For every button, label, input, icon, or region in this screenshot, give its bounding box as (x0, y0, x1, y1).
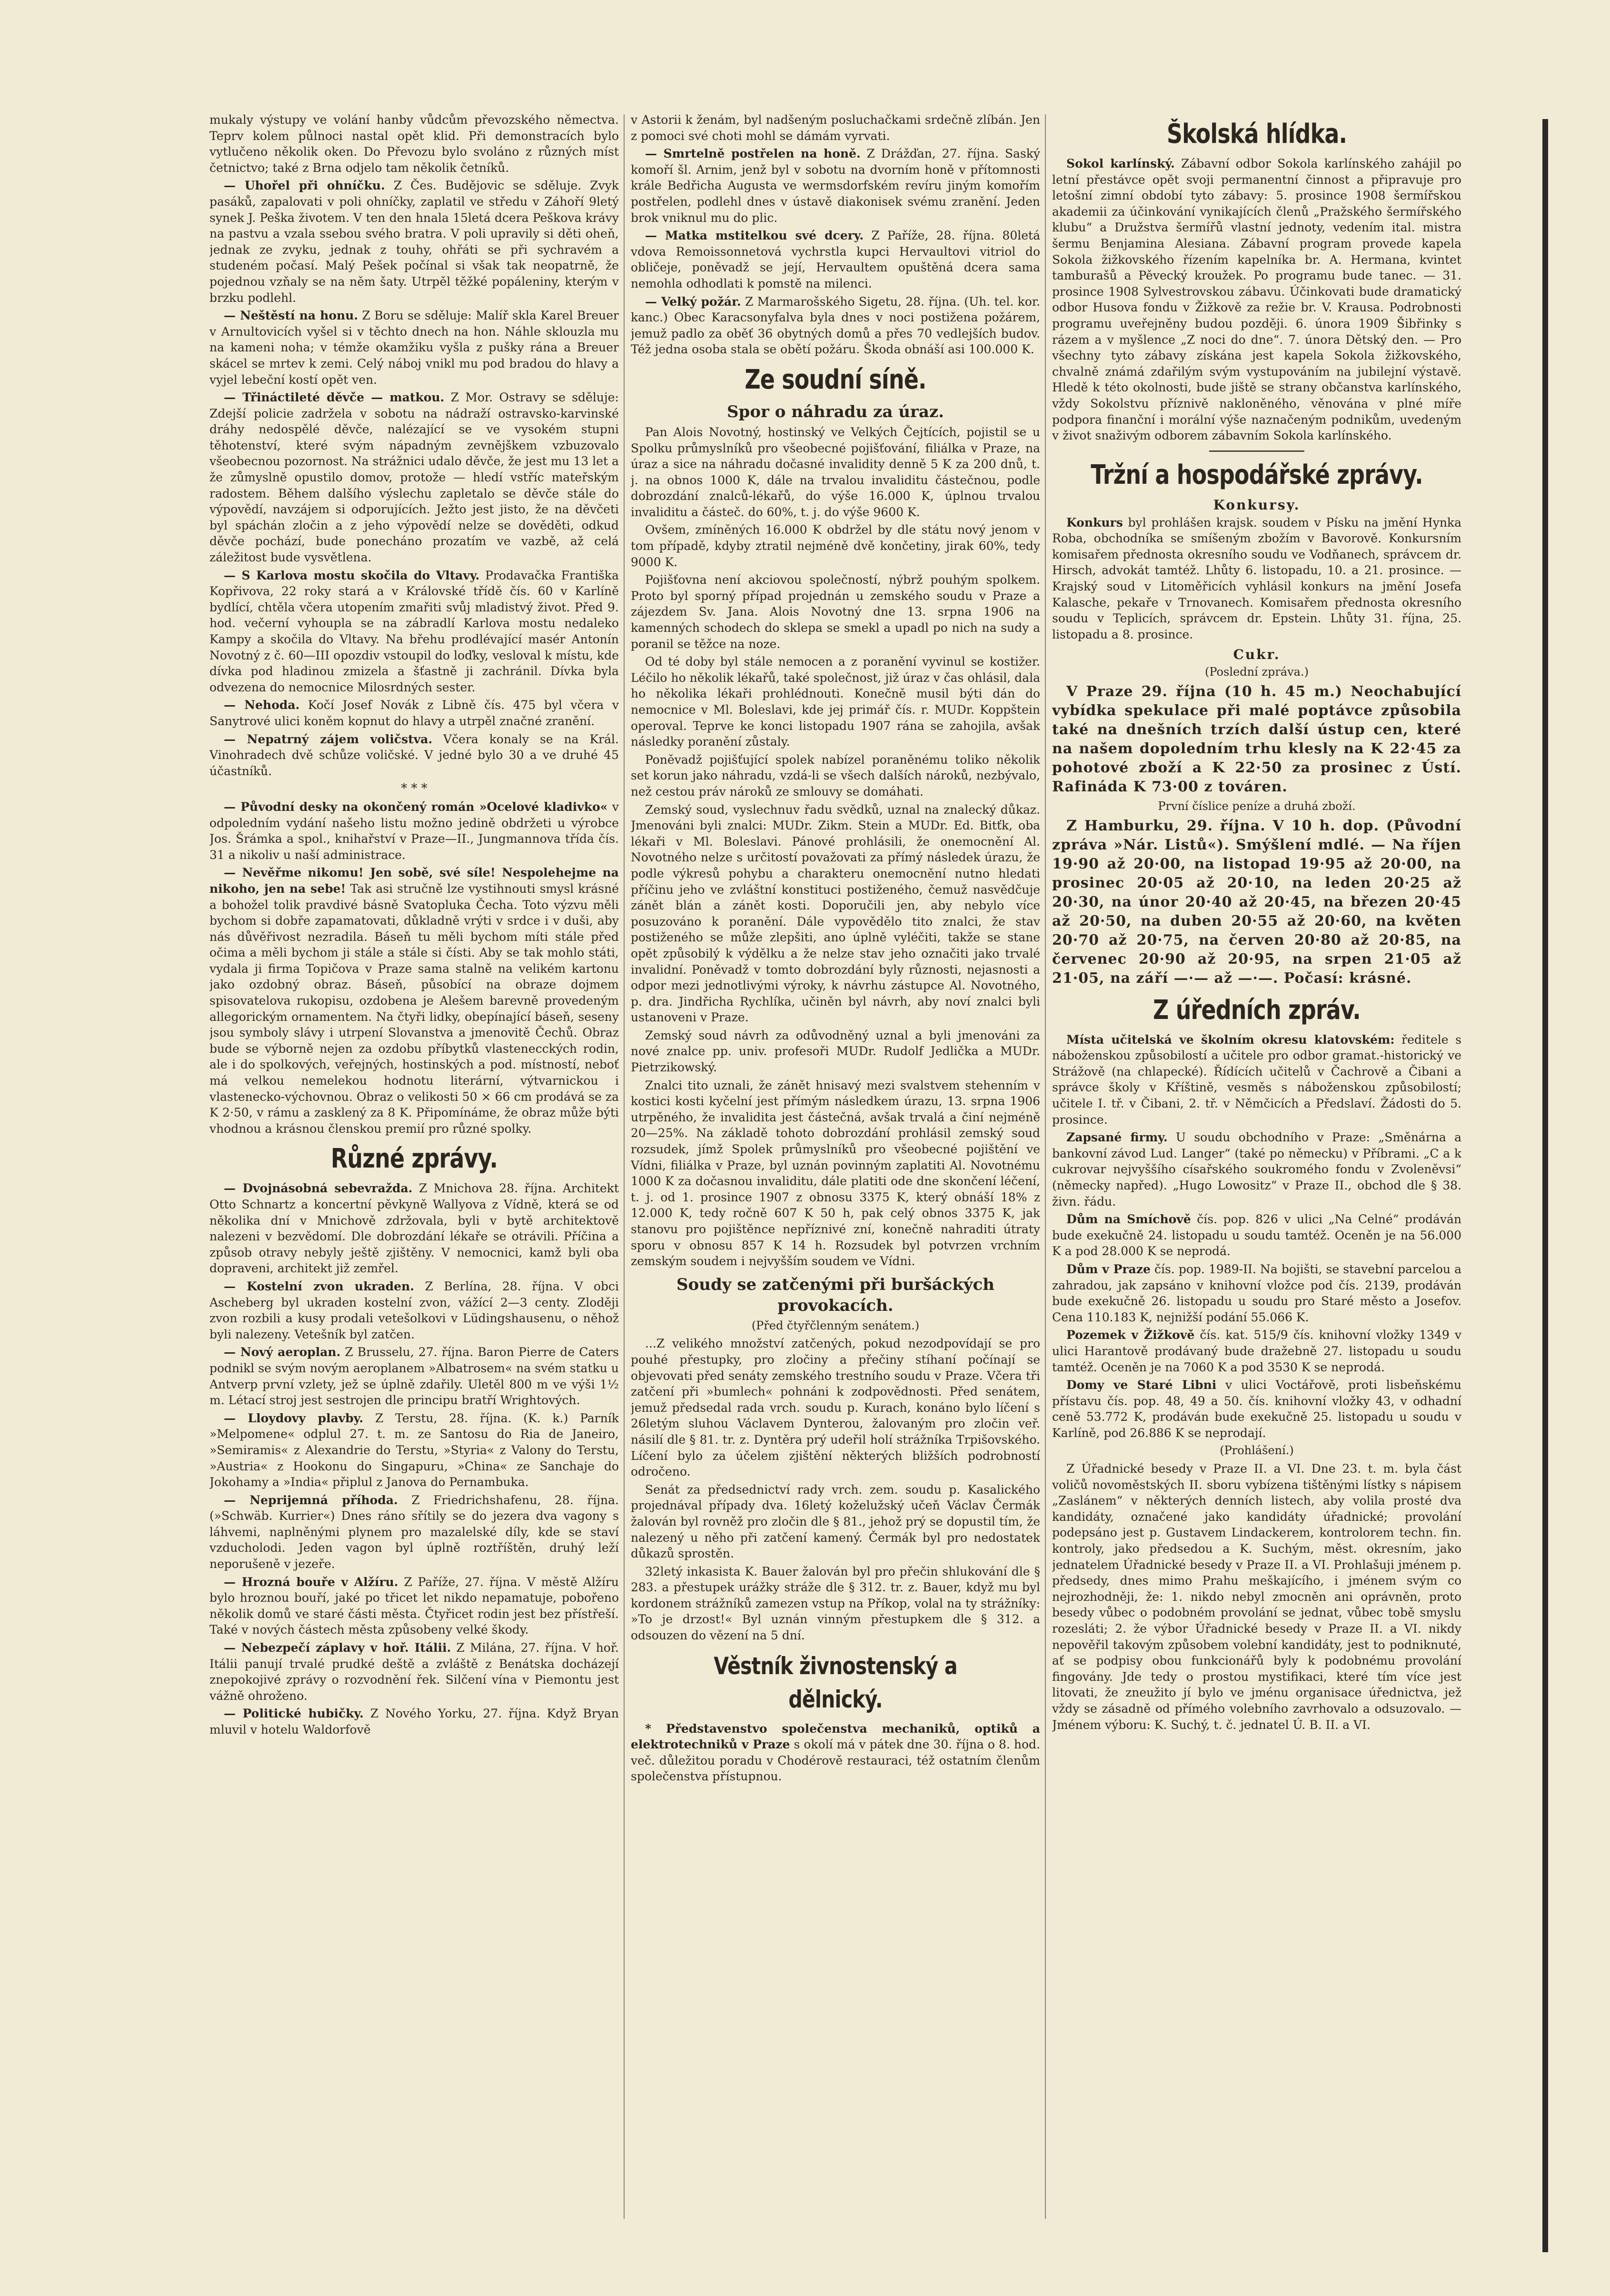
item-text: Z Mnichova 28. října. Architekt Otto Schnartz a koncertní pěvkyně Wallyova z Vídně, která se od několika dní v Mnichově zdržovala, byli v bytě architektově nalezeni v bezvědomí. Dle dobrozdání lékaře se otrávili. Příčina a způsob otravy nebyly ještě zjištěny. V nemocnici, kamž byli oba dopraveni, architekt již zemřel. (209, 1181, 619, 1276)
item-lead: — Hrozná bouře v Alžíru. (224, 1575, 398, 1589)
item-text: Včera konaly se na Král. Vinohradech dvě schůze voličské. V jedné bylo 30 a ve druhé 45 účastníků. (209, 732, 619, 778)
item-lead: — S Karlova mostu skočila do Vltavy. (224, 568, 480, 582)
notice-poem-print (209, 865, 619, 1137)
news-item-munich (209, 1180, 619, 1277)
item-text: Tak asi stručně lze vystihnouti smysl krásné a bohožel tolik pravdivé básně Svatopluka Čecha. Toto výzvu měli bychom si dobře zapamatovati, důkladně vrýti v srdce i v duši, aby nás důvěřivost nezradila. Báseň tu měli bychom míti stále před očima a měli bychom ji stále a stále si čísti. Aby se tak mohlo státi, vydala ji firma Topičova v Praze sama stalně na velikém kartonu jako ozdobný obraz. Báseň, působící na obraze dojmem spisovatelova rukopisu, ozdobena je Alešem barevně provedeným allegorickým ornamentem. Na čtyři lidky, obepínající báseň, seseny jsou symboly slávy i utrpení Slovanstva a jmenovitě Čechů. Obraz bude se výborně nejen za ozdobu příbytků vlastenecckých rodin, ale i do spolkových, veřejných, hostinských a pod. místností, neboť má velkou nemelekou hodnotu literární, výtvarnickou i vlastenecko-výchovnou. Obraz o velikosti 50 × 66 cm prodává se za K 2·50, v rámu a zasklený za 8 K. Připomínáme, že obraz může býti vhodnou a krásnou členskou premií pro různé spolky. (209, 881, 619, 1136)
paragraph: Poněvadž pojišťující spolek nabízel poraněnému toliko několik set korun jako náhradu, vzdá-li se všech dalších nároků, nezbývalo, než cestou práv nároků ze smlouvy se domáhati. (631, 752, 1040, 799)
news-item-land-zizkov (1052, 1327, 1461, 1375)
news-item-dresden (631, 146, 1040, 226)
news-item-bell (209, 1278, 619, 1342)
article-continued: mukaly výstupy ve volání hanby vůdcům převozského němectva. Teprv kolem půlnoci nastal opět klid. Při demonstracích bylo vytlučeno několik oken. Do Převozu bylo svoláno z různých míst četnictvo; také z Brna odjelo tam několik četníků. (209, 113, 619, 175)
paragraph: Pan Alois Novotný, hostinský ve Velkých Čejtících, pojistil se u Spolku průmyslníků pro všeobecné pojišťování, filiálka v Praze, na úraz a sice na náhradu dočasné invalidity denně 5 K za 200 dnů, t. j. na obnos 1000 K, dále na trvalou invaliditu částečnou, podle dobrozdání znalců-lékařů, do výše 16.000 K, úplnou trvalou invaliditu a částeč. do 60%, t. j. do výše 9600 K. (631, 425, 1040, 519)
section-heading-school: Školská hlídka. (1166, 119, 1347, 150)
news-item-house-smichov (1052, 1211, 1461, 1259)
item-text: Z Marmarošského Sigetu, 28. října. (Uh. tel. kor. kanc.) Obec Karacsonyfalva byla dnes v noci postižena požárem, jemuž padlo za oběť 36 obytných domů a přes 70 vedlejších budov. Též jedna osoba stala se obětí požáru. Škoda obnáší asi 100.000 K. (631, 294, 1040, 357)
item-text: v odpoledním vydání našeho listu možno jedině obdržeti u výrobce Jos. Šrámka a spol., knihařství v Praze—II., Jungmannova třída čís. 31 a nikoliv u naší administrace. (209, 799, 619, 862)
news-item-aeroplane (209, 1344, 619, 1408)
item-text: Z Paříže, 28. října. 80letá vdova Remoissonnetová vychrstla kupci Hervaultovi vitriol do obličeje, poněvadž se její, Hervaultem opuštěná dcera sama nemohla odhodlati k pomstě na milenci. (631, 229, 1040, 290)
article-note: (Před čtyřčlenným senátem.) (751, 1318, 920, 1332)
item-lead: — Nový aeroplan. (224, 1345, 341, 1359)
item-text: Z Milána, 27. října. V hoř. Itálii panují trvalé prudké deště a zvláště z Benátska docházejí znepokojivé zprávy o rozvodnění řek. Silčení vína v Piemontu jest vážně ohroženo. (209, 1641, 619, 1703)
item-text: Z Berlína, 28. října. V obci Ascheberg byl ukraden kostelní zvon, vážící 2—3 centy. Zloději zvon rozbili a kusy prodali vetešolkovi v Lüdingshausenu, o něhož byli nalezeny. Vetešník byl zatčen. (209, 1279, 619, 1341)
item-lead: — Neprijemná příhoda. (224, 1493, 398, 1507)
item-text: s okolí má v pátek dne 30. října o 8. hod. več. důležitou poradu v Chodérově restauraci, též ostatním členům společenstva přístupnou. (631, 1737, 1040, 1784)
declaration-note: (Prohlášení.) (1220, 1444, 1294, 1457)
item-text: Z Nového Yorku, 27. října. Když Bryan mluvil v hotelu Waldorfově (209, 1707, 619, 1737)
subheading-bankruptcies: Konkursy. (1213, 497, 1301, 513)
item-lead: Zapsané firmy. (1066, 1130, 1168, 1145)
item-text: čís. kat. 515/9 čís. knihovní vložky 1349 v ulici Harantově prodávaný bude dražebně 27. listopadu u soudu tamtéž. Oceněn je na 7060 K a pod 3530 K se neprodá. (1052, 1328, 1461, 1374)
paragraph: ...Z velikého množství zatčených, pokud nezodpovídají se pro pouhé přestupky, pro zločiny a přečiny stíhaní počínají se objevovati před senáty zemského trestního soudu v Praze. Včera tři zatčení při »bumlech« pohnáni k zodpovědnosti. Před senátem, jemuž předsedal rada vrch. soudu p. Kurach, konáno bylo líčení s 26letým sluhou Václavem Dynterou, žalovaným pro zločin veř. násilí dle § 81. tr. z. Dyntěra prý udeřil holí strážníka Trpišovského. Líčení bylo za účelem zjištění některých bližších podrobností odročeno. (631, 1337, 1040, 1479)
item-text: Z Brusselu, 27. října. Baron Pierre de Caters podnikl se svým novým aeroplanem »Albatrosem« na svém statku u Antverp první vzlety, jež se úplně zdařily. Uletěl 800 m ve výši 1½ m. Létací stroj jest sestrojen dle principu bratří Wrightových. (209, 1345, 619, 1408)
item-text: Z Paříže, 27. října. V městě Alžíru bylo hroznou bouří, jaké po třicet let nikdo nepamatuje, pobořeno několik domů ve staré části města. Čtyřicet rodin jest bez přístřeší. Také v nových částech města způsobeny velké škody. (209, 1575, 619, 1637)
item-text: Prodavačka Františka Kopřivova, 22 roky stará a v Královské třídě čís. 60 v Karlíně bydlící, chtěla včera utopením zmařiti svůj mladistvý život. Před 9. hod. večerní vyhoupla se na zábradlí Karlova mostu nedaleko Kampy a skočila do Vltavy. Na břehu prodlévající masér Antonín Novotný z č. 60—III opozdiv vstoupil do loďky, vesloval k místu, kde dívka pod hladinou zmizela a šťastně ji zachránil. Dívka byla odvezena do nemocnice Milosrdných sester. (209, 568, 619, 694)
news-item-houses-liben (1052, 1377, 1461, 1441)
news-item-new-york (209, 1706, 619, 1737)
paragraph: Od té doby byl stále nemocen a z poranění vyvinul se kostižer. Léčilo ho několik lékařů, také společnost, již úraz v čas ohlásil, dala ho několika lékaři prohlédnouti. Konečně musil býti dán do nemocnice v Ml. Boleslavi, kde jej primář čís. r. MUDr. Koppštein operoval. Teprve ke konci listopadu 1907 rána se zahojila, avšak následky poranění zůstaly. (631, 655, 1040, 749)
item-lead: — Uhořel při ohníčku. (224, 179, 385, 193)
price-note: První číslice peníze a druhá zboží. (1158, 799, 1356, 813)
item-text: v ulici Voctářově, proti lisbeňskému přístavu čís. pop. 48, 49 a 50. čís. knihovní vložky 43, v odhadní ceně 53.772 K, prodáván bude exekučně 25. listopadu u soudu v Karlíně, pod 26.886 K se neprodají. (1052, 1378, 1461, 1440)
item-lead: Dům v Praze (1066, 1262, 1151, 1276)
item-lead: Konkurs (1066, 515, 1123, 529)
item-text: čís. pop. 1989-II. Na bojišti, se stavební parcelou a zahradou, jak zapsáno v knihovní vložce pod čís. 2139, prodáván bude exekučně 26. listopadu u soudu pro Staré město a Josefov. Cena 110.183 K, nejnižší podání 55.066 K. (1052, 1262, 1461, 1324)
item-lead: — Třináctileté děvče — matkou. (224, 390, 445, 405)
item-lead: — Nevěřme nikomu! Jen sobě, své síle! Nespolehejme na nikoho, jen na sebe! (209, 866, 619, 896)
column-2 (631, 112, 1040, 2231)
news-item-charles-bridge (209, 568, 619, 696)
item-text: ředitele s náboženskou způsobilostí a učitele pro odbor gramat.-historický ve Strážově (na chlapecké). Řídících učitelů v Čachrově a Čibani a správce školy v Kříštině, vesměs s náboženskou způsobilostí; učitele I. tř. v Čibani, 2. tř. v Němčicích a Předslaví. Žádosti do 5. prosince. (1052, 1032, 1461, 1127)
item-lead: — Nehoda. (224, 698, 300, 712)
item-lead: Domy ve Staré Libni (1066, 1378, 1217, 1392)
item-lead: * Představenstvo společenstva mechaniků, optiků a elektrotechniků v Praze (631, 1721, 1040, 1752)
item-lead: — Nebezpečí záplavy v hoř. Itálii. (224, 1641, 451, 1655)
item-lead: — Původní desky na okončený román »Ocelové kladivko« (224, 799, 608, 814)
paragraph: Senát za předsednictví rady vrch. zem. soudu p. Kasalického projednával případy dva. 16letý koželužský učeň Václav Čermák žalován byl rovněž pro zločin dle § 81., jehož prý se dopustil tím, že nalezený u něho při zatčení kamený. Čermák byl pro nedostatek důkazů sprostěn. (631, 1482, 1040, 1561)
news-item-fire (631, 294, 1040, 358)
item-lead: Místa učitelská ve školním okresu klatovském: (1066, 1032, 1395, 1047)
paragraph: 32letý inkasista K. Bauer žalován byl pro přečin shlukování dle § 283. a přestupek urážky stráže dle § 312. tr. z. Bauer, když mu byl kordonem strážníků zamezen vstup na Příkop, volal na ty strážníky: »To je drzost!« Byl uznán vinným přestupkem dle § 312. a odsouzen do vězení na 5 dní. (631, 1564, 1040, 1643)
item-lead: — Neštěstí na honu. (224, 309, 358, 323)
news-item-burned (209, 178, 619, 306)
subheading-sugar: Cukr. (1233, 647, 1281, 663)
item-lead: — Dvojnásobná sebevražda. (224, 1181, 413, 1196)
sugar-note: (Poslední zpráva.) (1205, 665, 1309, 679)
news-item-lloyd (209, 1410, 619, 1490)
item-lead: Pozemek v Žižkově (1066, 1328, 1195, 1342)
article-heading-courts-arrested: Soudy se zatčenými při buršáckých provokacích. (676, 1275, 994, 1315)
item-lead: Dům na Smíchově (1066, 1212, 1191, 1227)
item-text: Zábavní odbor Sokola karlínského zahájil po letní přestávce opět svoji permanentní činnost a připravuje pro letošní zimní období tyto zábavy: 5. prosince 1908 šermířskou akademii za účinkování vynikajících členů „Pražského šermířského klubu“ a Družstva šermířů vlastní jednoty, vedením ital. mistra šermu Benjamina Alesiana. Zábavní program provede kapela Sokola žižkovského řízením kapelníka br. A. Hermana, kvintet tamburašů a Pěvecký kroužek. Po programu bude tanec. — 31. prosince 1908 Sylvestrovskou zábavu. Účinkovati bude dramatický odbor Husova fondu v Žižkově za režie br. V. Krausa. Podrobnosti programu uveřejněny budou později. 6. února 1909 Šibřinky s rázem a v myšlence „Z noci do dne“. 7. února Dětský den. — Pro všechny tyto zábavy získána jest kapela Sokola žižkovského, chvalně známá zdařilým svým vystupováním na jubilejní výstavě. Hledě k této okolnosti, bude jiště se strany občanstva karlínského, vždy Sokolstvu příznivě nakloněného, věnována v plné míře podpora finanční i morální výše naznačeným podnikům, uvedeným v život snaživým odborem zábavním Sokola karlínského. (1052, 157, 1461, 443)
item-lead: — Velký požár. (645, 294, 741, 309)
paragraph: Znalci tito uznali, že zánět hnisavý mezi svalstvem stehenním v kostici kosti kyčelní jest přímým následkem úrazu, 13. srpna 1906 utrpěného, že invalidita jest částečná, avšak trvalá a činí nejméně 20—25%. Na základě tohoto dobrozdání prohlásil zemský soud rozsudek, jímž Spolek průmyslníků pro všeobecné pojištění ve Vídni, filiálka v Praze, byl uznán povinným zaplatiti Al. Novotnému 1000 K za dočasnou invaliditu, dále platiti ode dne skončení léčení, t. j. od 1. prosince 1907 z obnosu 3375 K, který obnáší 18% z 12.000 K, tedy ročně 607 K 50 h, pak celý obnos 3375 K, jak stanovu pro pojištěnce nepříznivé zní, konečně nahraditi útraty sporu v obnosu 857 K 14 h. Rozsudek byl potvrzen vrchním zemským soudem i nejvyšším soudem ve Vídni. (631, 1078, 1040, 1268)
item-lead: Sokol karlínský. (1066, 157, 1175, 170)
column-1 (209, 112, 619, 2231)
article-heading-injury-dispute: Spor o náhradu za úraz. (727, 402, 944, 421)
item-text: Kočí Josef Novák z Libně čís. 475 byl včera v Sanytrové ulici koněm kopnut do hlavy a utrpěl značné zranění. (209, 698, 619, 728)
news-item-house-prague (1052, 1261, 1461, 1325)
item-text: U soudu obchodního v Praze: „Směnárna a bankovní závod Lud. Langer“ (také po německu) v Příbrami. „C a k cukrovar nejvyššího císařského soukromého fondu v Zvoleněvsi“ (německy napřed). „Hugo Lowositz“ v Praze II., obchod dle § 38. živn. řádu. (1052, 1130, 1461, 1208)
item-text: Z Terstu, 28. října. (K. k.) Parník »Melpomene« odplul 27. t. m. ze Santosu do Ria de Janeiro, »Semiramis« z Alexandrie do Terstu, »Styria« z Valony do Terstu, »Austria« z Hookonu do Singapuru, »China« ze Sanchaje do Jokohamy a »India« připlul z Janova do Pernambuka. (209, 1411, 619, 1489)
section-heading-market: Tržní a hospodářské zprávy. (1091, 459, 1423, 490)
item-text: Z Drážďan, 27. října. Saský komoří šl. Arnim, jenž byl v sobotu na dvorním honě v přítomnosti krále Bedřicha Augusta ve wermsdorfském revíru jiným komořím postřelen, podlehl dnes v ústavě diakonisek svému zranění. Jeden brok vniknul mu do plic. (631, 147, 1040, 225)
news-item-firms (1052, 1129, 1461, 1209)
news-item-bankruptcy (1052, 515, 1461, 643)
item-text: Z Čes. Budějovic se sděluje. Zvyk pasáků, zapalovati v poli ohníčky, zaplatil ve středu v Záhoří 9letý synek J. Peška životem. V ten den hnala 15letá dcera Peškova krávy na pastvu a vzala ssebou svého bratra. V poli upravily si děti oheň, jednak ze zvyku, jednak z touhy, ohřáti se při sychravém a studeném počasí. Malý Pešek počínal si však tak neopatrně, že pojednou vzňaly se na něm šaty. Utrpěl těžké popáleniny, kterým v brzku podlehl. (209, 179, 619, 305)
column-3 (1052, 112, 1461, 2231)
section-heading-trade-bulletin: Věstník živnostenský a dělnický. (714, 1652, 957, 1713)
section-heading-court: Ze soudní síně. (745, 364, 926, 395)
notice-novel-boards (209, 799, 619, 863)
news-item-italy (209, 1640, 619, 1704)
news-item-friedrichshafen (209, 1492, 619, 1572)
news-item-accident (209, 697, 619, 729)
article-continued: v Astorii k ženám, byl nadšeným posluchačkami srdečně zlíbán. Jen z pomoci své choti mohl se dámám vyrvati. (631, 113, 1040, 143)
page-edge-rule (1542, 119, 1548, 2252)
news-item-paris-vitriol (631, 228, 1040, 291)
item-lead: — Lloydovy plavby. (224, 1411, 364, 1425)
news-item-sokol (1052, 156, 1461, 444)
item-lead: — Politické hubičky. (224, 1707, 364, 1721)
news-item-teachers (1052, 1032, 1461, 1128)
paragraph: Pojišťovna není akciovou společností, nýbrž pouhým spolkem. Proto byl sporný případ projednán u zemského soudu v Praze a zájezdem Sv. Jana. Alois Novotný dne 13. srpna 1906 na kamenných schodech do sklepa se smekl a upadl po nich na sudy a poranil se těžce na noze. (631, 573, 1040, 651)
news-item-algiers (209, 1574, 619, 1638)
section-heading-official: Z úředních zpráv. (1153, 994, 1361, 1026)
news-item-voters (209, 731, 619, 779)
item-lead: — Kostelní zvon ukraden. (224, 1279, 415, 1293)
item-text: Z Friedrichshafenu, 28. října. (»Schwäb. Kurrier«) Dnes ráno sřítily se do jezera dva vagony s láhvemi, naplněnými plynem pro mazalelské díly, kde se staví vzducholodi. Jeden vagon byl úplně roztříštěn, druhý leží neporušeně v jezeře. (209, 1493, 619, 1571)
paragraph: Zemský soud, vyslechnuv řadu svědků, uznal na znalecký důkaz. Jmenováni byli znalci: MUDr. Zikm. Stein a MUDr. Ed. Bitťk, oba lékaři v Ml. Boleslavi. Pánové prohlásili, že onemocnění Al. Novotného nelze s určitostí považovati za přímý následek úrazu, že podle výkresů pohybu a charakteru onemocnění nutno hledati příčinu jeho ve zvláštní konstituci postiženého, čemuž nasvědčuje zánět blán a zánět kosti. Doporučili jen, aby nebylo více posuzováno k poranění. Dále vypovědělo tito znalci, že stav postiženého se může zlepšiti, ano úplně vyléčiti, takže se stane opět způsobilý k výdělku a že nelze stav jeho označiti jako trvalé invalidní. Poněvadž v tomto dobrozdání byly různosti, nejasnosti a odpor mezi jednotlivými výroky, k návrhu zástupce Al. Novotného, p. dra. Jindřicha Rychlíka, učiněn byl návrh, aby noví znalci byli ustanoveni v Praze. (631, 802, 1040, 1025)
item-text: čís. pop. 826 v ulici „Na Celné“ prodáván bude exekučně 24. listopadu u soudu tamtéž. Oceněn je na 56.000 K a pod 28.000 K se neprodá. (1052, 1212, 1461, 1258)
paragraph: Zemský soud návrh za odůvodněný uznal a byli jmenováni za nové znalce pp. univ. profesoři MUDr. Rudolf Jedlička a MUDr. Pietrzikowský. (631, 1028, 1040, 1075)
notice-mechanics-guild (631, 1721, 1040, 1785)
separator-stars: * * * (401, 781, 427, 796)
item-text: byl prohlášen krajsk. soudem v Písku na jmění Hynka Roba, obchodníka se smíšeným zbožím v Bavorově. Konkursním komisařem přednosta okresního soudu ve Vodňanech, správcem dr. Hirsch, advokát tamtéž. Lhůty 6. listopadu, 10. a 21. prosince. — Krajský soud v Litoměřicích vyhlásil konkurs na jmění Josefa Kalasche, pekaře v Trnovanech. Komisařem přednosta okresního soudu v Teplicích, správcem dr. Epstein. Lhůty 31. října, 25. listopadu a 8. prosince. (1052, 515, 1461, 641)
section-heading-misc: Různé zprávy. (330, 1143, 498, 1175)
item-lead: — Smrtelně postřelen na honě. (645, 147, 861, 161)
item-lead: — Matka mstitelkou své dcery. (645, 229, 864, 243)
item-lead: — Nepatrný zájem voličstva. (224, 732, 433, 746)
item-text: Z Boru se sděluje: Malíř skla Karel Breuer v Arnultovicích vyšel si v těchto dnech na hon. Náhle sklouzla mu na kameni noha; v témže okamžiku vyšla z pušky rána a Breuer skácel se mrtev k zemi. Celý náboj vnikl mu pod bradou do hlavy a vyjel lebeční kostí opět ven. (209, 309, 619, 387)
sugar-report-prague: V Praze 29. října (10 h. 45 m.) Neochabující vybídka spekulace při malé poptávce způsobila také na dnešních trzích další ústup cen, které na našem dopoledním trhu klesly na K 22·45 za pohotové zboží a K 22·50 za prosinec z Ústí. Rafináda K 73·00 z továren. (1052, 683, 1461, 796)
column-divider (1045, 114, 1046, 2219)
divider (1209, 450, 1304, 452)
news-item-ostrava (209, 389, 619, 566)
paragraph: Ovšem, zmíněných 16.000 K obdržel by dle státu nový jenom v tom případě, kdyby ztratil nejméně dvě končetiny, jirak 60%, tedy 9000 K. (631, 523, 1040, 569)
sugar-report-hamburg: Z Hamburku, 29. října. V 10 h. dop. (Původní zpráva »Nár. Listů«). Smýšlení mdlé. — Na říjen 19·90 až 20·00, na listopad 19·95 až 20·00, na prosinec 20·05 až 20·10, na leden 20·25 až 20·30, na únor 20·40 až 20·45, na březen 20·45 až 20·50, na duben 20·55 až 20·60, na květen 20·70 až 20·75, na červen 20·80 až 20·85, na červenec 20·90 až 20·95, na srpen 21·05 až 21·05, na září —·— až —·—. Počasí: krásné. (1052, 817, 1461, 987)
news-item-hunt-accident (209, 308, 619, 388)
item-text: Z Mor. Ostravy se sděluje: Zdejší policie zadržela v sobotu na nádraží ostravsko-karvinské dráhy nedospělé děvče, nalézající se ve vysokém stupni těhotenství, které svým nápadným zevnějškem vzbuzovalo všeobecnou pozornost. Na strážnici udalo děvče, že jest mu 13 let a že zůmyslně opustilo domov, protože — hledí vstříc mateřským radostem. Během dalšího výslechu zapletalo se děvče stále do výpovědí, navzájem si odporujících. Ježto jest jisto, že na děvčeti byl spáchán zločin a z jeho výpovědí nelze se dověděti, odkud děvče pochází, bude ponecháno prozatím ve vazbě, až celá záležitost bude vysvětlena. (209, 390, 619, 565)
declaration-text: Z Úřadnické besedy v Praze II. a VI. Dne 23. t. m. byla část voličů novoměstských II. sboru vybízena tištěnými lístky s nápisem „Zaslánem“ v některých denních listech, aby volila prosté dva kandidáty, označené jako kandidáty úřadnické; provolání podepsáno jest p. Gustavem Lindackerem, kontrolorem techn. fin. kontroly, jako předsedou a K. Suchým, měst. okresním, jako jednatelem Úřadnické besedy v Praze II. a VI. Prohlašuji jménem p. předsedy, dnes mimo Prahu meškajícího, i jménem svým co nejrozhodněji, že: 1. nikdo nebyl zmocněn ani oprávněn, proto besedy vůbec o podobném provolání se jednat, vůbec tobě smyslu rozesláti; 2. že výbor Úřadnické besedy v Praze II. a VI. nikdy nepověřil takovým způsobem volební kandidáty, jest to podniknuté, ať se podpisy obou funkcionářů byly k podobnému provolání fingovány. Jde tedy o prostou mystifikaci, které tím více jest litovati, že zneužito jí bylo ve jménu organisace úřednictva, jež vždy se zásadně od přímého volebního zavrhovalo a odsuzovalo. — Jménem výboru: K. Suchý, t. č. jednatel Ú. B. II. a VI. (1052, 1462, 1461, 1732)
column-divider (624, 114, 625, 2219)
